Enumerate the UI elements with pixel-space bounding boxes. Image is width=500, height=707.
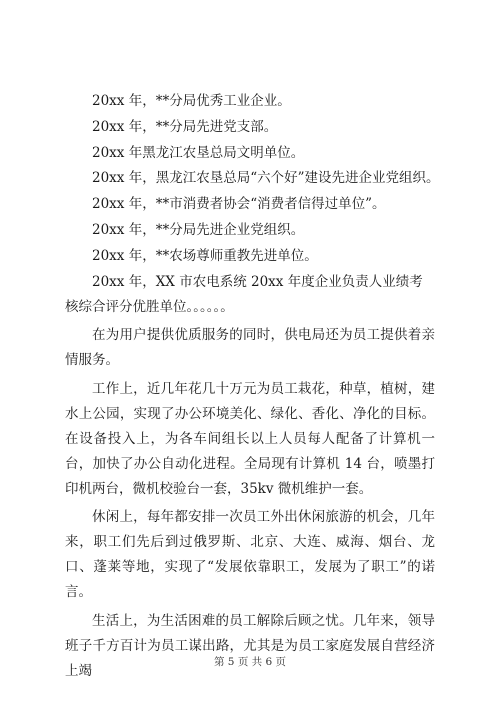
- document-body: [65, 89, 440, 687]
- award-line: 20xx 年，**农场尊师重教先进单位。: [92, 247, 318, 264]
- award-paragraph: 20xx 年，XX 市农电系统 20xx 年度企业负责人业绩考核综合评分优胜单位。。。。。。: [65, 273, 423, 315]
- body-paragraph: 在为用户提供优质服务的同时，供电局还为员工提供着亲情服务。: [65, 327, 435, 369]
- award-line: 20xx 年，**分局优秀工业企业。: [92, 93, 291, 109]
- award-line: 20xx 年，黑龙江农垦总局“六个好”建设先进企业党组织。: [92, 170, 440, 187]
- page-number-footer: 第 5 页 共 6 页: [213, 656, 287, 668]
- award-line: 20xx 年，**分局先进党支部。: [92, 118, 278, 135]
- award-line: 20xx 年，**市消费者协会“消费者信得过单位”。: [92, 196, 386, 213]
- award-line: 20xx 年，**分局先进企业党组织。: [92, 221, 305, 238]
- body-paragraph: 工作上，近几年花几十万元为员工栽花，种草，植树，建水上公园，实现了办公环境美化、绿化、香化、净化的目标。在设备投入上，为各车间组长以上人员每人配备了计算机一台，加快了办公自动化进程。全局现有计算机 14 台，喷墨打印机两台，微机校验台一套，35kv 微机维护一套。: [65, 380, 435, 497]
- body-paragraph: 生活上，为生活困难的员工解除后顾之忧。几年来，领导班子千方百计为员工谋出路，尤其是为员工家庭发展自营经济上竭: [65, 612, 435, 679]
- award-line: 20xx 年黑龙江农垦总局文明单位。: [92, 144, 305, 161]
- body-paragraph: 休闲上，每年都安排一次员工外出休闲旅游的机会，几年来，职工们先后到过俄罗斯、北京、大连、威海、烟台、龙口、蓬莱等地，实现了“发展依靠职工，发展为了职工”的诺言。: [65, 509, 435, 601]
